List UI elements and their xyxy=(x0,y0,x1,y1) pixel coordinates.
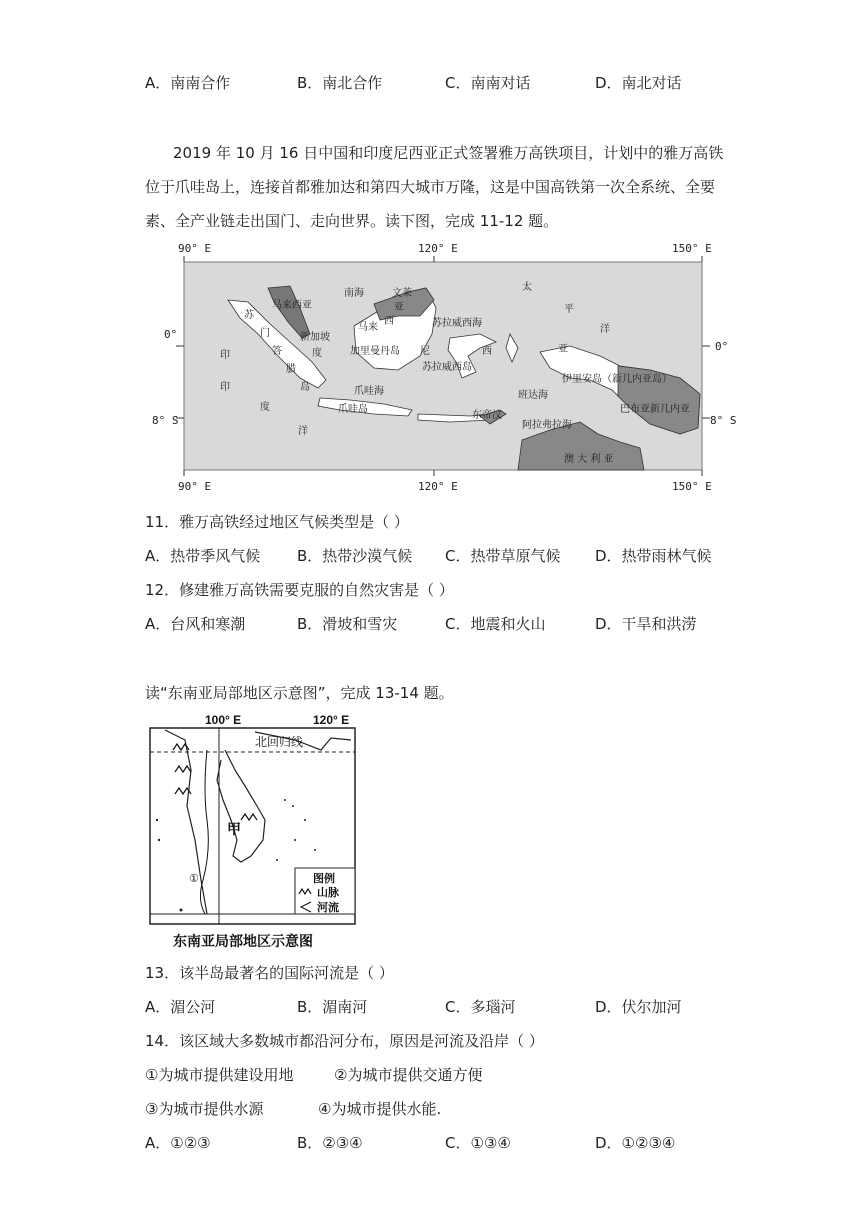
label-brunei: 文莱 xyxy=(392,288,412,299)
q10-option-b[interactable]: B．南北合作 xyxy=(297,74,383,92)
q10-option-a[interactable]: A．南南合作 xyxy=(145,74,231,92)
label-du-ocean: 度 xyxy=(260,402,270,413)
q14-statement-1: ①为城市提供建设用地 xyxy=(145,1066,294,1084)
coord-120e: 120° E xyxy=(313,713,350,727)
label-yang-indian: 洋 xyxy=(298,426,308,437)
label-new-guinea: 伊里安岛（新几内亚岛） xyxy=(562,374,672,385)
label-java-sea: 爪哇海 xyxy=(354,386,384,397)
legend-title: 图例 xyxy=(313,873,335,885)
label-su: 苏 xyxy=(244,310,254,321)
passage1-line1: 2019 年 10 月 16 日中国和印度尼西亚正式签署雅万高铁项目，计划中的雅万高铁 xyxy=(173,144,724,162)
label-nanhai: 南海 xyxy=(344,288,364,299)
label-yin2: 印 xyxy=(220,382,230,393)
q12-option-d[interactable]: D．干旱和洪涝 xyxy=(595,615,697,633)
label-singapore: 新加坡 xyxy=(300,332,330,343)
label-tai: 太 xyxy=(522,282,532,293)
q13-option-b[interactable]: B．湄南河 xyxy=(297,998,368,1016)
label-da: 答 xyxy=(272,346,282,357)
tropic-label: 北回归线 xyxy=(255,735,304,749)
label-la: 腊 xyxy=(286,364,296,375)
coord-bottom-90: 90° E xyxy=(178,480,212,493)
coord-left-0: 0° xyxy=(164,328,178,341)
map2-caption: 东南亚局部地区示意图 xyxy=(173,933,313,949)
label-timor: 东帝汶 xyxy=(472,410,502,421)
label-sulawesi: 苏拉威西岛 xyxy=(422,362,472,373)
q12-option-a[interactable]: A．台风和寒潮 xyxy=(145,615,246,633)
label-circle-1: ① xyxy=(189,873,199,885)
q14-option-b[interactable]: B．②③④ xyxy=(297,1134,363,1152)
q14-statement-2: ②为城市提供交通方便 xyxy=(334,1066,483,1084)
q13-option-d[interactable]: D．伏尔加河 xyxy=(595,998,682,1016)
q13-option-c[interactable]: C．多瑙河 xyxy=(445,998,516,1016)
passage1-line2: 位于爪哇岛上，连接首都雅加达和第四大城市万隆，这是中国高铁第一次全系统、全要 xyxy=(145,178,716,196)
q14-option-d[interactable]: D．①②③④ xyxy=(595,1134,676,1152)
coord-top-120: 120° E xyxy=(418,242,458,255)
q14-option-a[interactable]: A．①②③ xyxy=(145,1134,211,1152)
label-dao: 岛 xyxy=(300,382,310,393)
q11-stem: 11．雅万高铁经过地区气候类型是（ ） xyxy=(145,513,409,531)
label-jia: 甲 xyxy=(227,821,241,837)
passage1-line3: 素、全产业链走出国门、走向世界。读下图，完成 11-12 题。 xyxy=(145,212,559,230)
label-java: 爪哇岛 xyxy=(338,404,368,415)
q12-stem: 12．修建雅万高铁需要克服的自然灾害是（ ） xyxy=(145,581,454,599)
legend-river-label: 河流 xyxy=(317,902,339,914)
label-malai: 马来 xyxy=(358,322,378,333)
q11-option-c[interactable]: C．热带草原气候 xyxy=(445,547,561,565)
label-men: 门 xyxy=(260,328,270,339)
q10-option-c[interactable]: C．南南对话 xyxy=(445,74,531,92)
label-ni: 尼 xyxy=(420,346,430,357)
coord-bottom-150: 150° E xyxy=(672,480,712,493)
coord-right-0: 0° xyxy=(715,340,729,353)
q14-statement-4: ④为城市提供水能. xyxy=(318,1100,442,1118)
label-ya-south: 亚 xyxy=(558,344,568,355)
label-banda: 班达海 xyxy=(518,390,548,401)
coord-100e: 100° E xyxy=(205,713,242,727)
q13-stem: 13．该半岛最著名的国际河流是（ ） xyxy=(145,964,394,982)
q11-option-b[interactable]: B．热带沙漠气候 xyxy=(297,547,413,565)
label-xi-north: 西 xyxy=(384,316,394,327)
q10-option-d[interactable]: D．南北对话 xyxy=(595,74,682,92)
q12-option-c[interactable]: C．地震和火山 xyxy=(445,615,546,633)
coord-left-8s: 8° S xyxy=(152,414,179,427)
q14-option-c[interactable]: C．①③④ xyxy=(445,1134,511,1152)
label-sulawesi-sea: 苏拉威西海 xyxy=(432,318,482,329)
label-malaysia: 马来西亚 xyxy=(272,300,312,311)
label-yin1: 印 xyxy=(220,350,230,361)
label-kalimantan: 加里曼丹岛 xyxy=(350,346,400,357)
q11-option-a[interactable]: A．热带季风气候 xyxy=(145,547,261,565)
label-ping: 平 xyxy=(564,304,574,315)
q14-statement-3: ③为城市提供水源 xyxy=(145,1100,264,1118)
label-yang-pacific: 洋 xyxy=(600,324,610,335)
label-arafura: 阿拉弗拉海 xyxy=(522,420,572,431)
indonesia-map xyxy=(150,238,750,498)
southeast-asia-map xyxy=(145,710,370,955)
coord-top-150: 150° E xyxy=(672,242,712,255)
label-du: 度 xyxy=(312,348,322,359)
coord-top-90: 90° E xyxy=(178,242,212,255)
legend-mountain-label: 山脉 xyxy=(317,887,339,899)
label-xi-south: 西 xyxy=(482,346,492,357)
q14-stem: 14．该区域大多数城市都沿河分布，原因是河流及沿岸（ ） xyxy=(145,1032,544,1050)
q12-option-b[interactable]: B．滑坡和雪灾 xyxy=(297,615,398,633)
q13-option-a[interactable]: A．湄公河 xyxy=(145,998,216,1016)
coord-bottom-120: 120° E xyxy=(418,480,458,493)
label-ya-north: 亚 xyxy=(394,302,404,313)
label-australia: 澳 大 利 亚 xyxy=(564,454,614,465)
label-papua: 巴布亚新几内亚 xyxy=(620,404,690,415)
passage2: 读“东南亚局部地区示意图”，完成 13-14 题。 xyxy=(145,684,454,702)
q11-option-d[interactable]: D．热带雨林气候 xyxy=(595,547,712,565)
coord-right-8s: 8° S xyxy=(710,414,737,427)
